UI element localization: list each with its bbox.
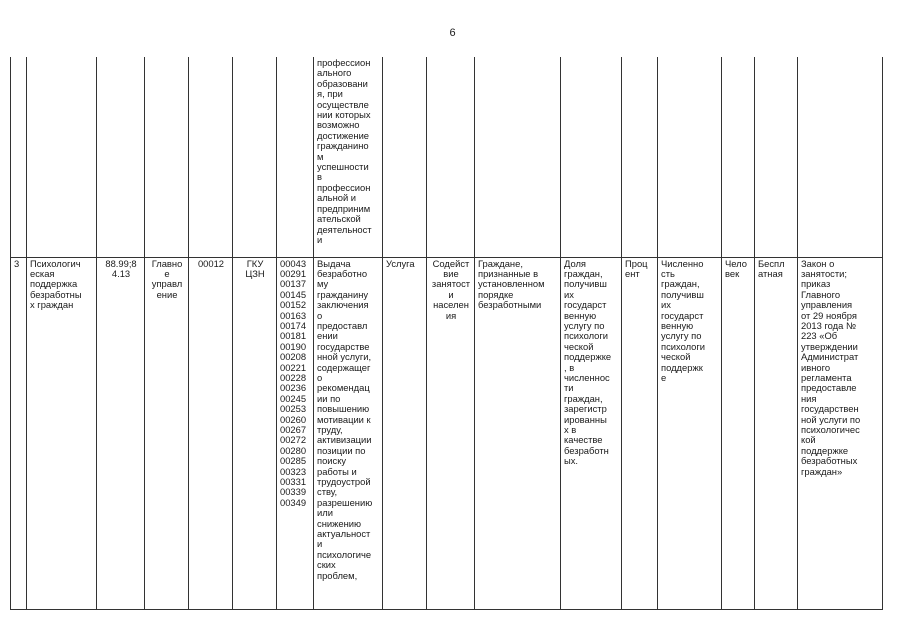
cell-number <box>11 257 27 610</box>
cell-okved-blank <box>97 57 145 257</box>
cell-provider <box>233 257 277 610</box>
cell-volume-unit <box>722 257 755 610</box>
cell-okved <box>97 257 145 610</box>
provider-name: ГКУ ЦЗН <box>245 257 265 279</box>
cell-service-type <box>383 257 427 610</box>
volume-indicator: Численно сть граждан, получивш их государст венную услугу по психологи ческой поддержк е <box>661 257 706 383</box>
cell-payment-blank <box>755 57 798 257</box>
cell-recipients <box>475 257 561 610</box>
cell-authority <box>145 257 189 610</box>
cell-institution-codes <box>277 257 314 610</box>
quality-unit: Проц ент <box>625 257 648 279</box>
cell-name-blank <box>27 57 97 257</box>
cell-quality-unit <box>622 257 658 610</box>
cell-volume-indicator-blank <box>658 57 722 257</box>
volume-unit: Чело век <box>725 257 747 279</box>
authority-code: 00012 <box>197 257 225 269</box>
cell-number-blank <box>11 57 27 257</box>
service-name: Психологич еская поддержка безработны х граждан <box>30 257 82 311</box>
cell-type-blank <box>383 57 427 257</box>
cell-authority-code-blank <box>189 57 233 257</box>
cell-service-name <box>27 257 97 610</box>
service-recipients: Граждане, признанные в установленном порядке безработными <box>478 257 545 311</box>
cell-sphere <box>427 257 475 610</box>
okved-codes: 88.99;8 4.13 <box>105 257 137 279</box>
cell-content-continued <box>314 57 383 257</box>
legal-basis: Закон о занятости; приказ Главного управления от 29 ноября 2013 года № 223 «Об утверждении Администрат ивного регламента предоставле ния государствен ной услуги по психологичес кой поддержке безработных граждан» <box>801 257 861 477</box>
cell-volume-unit-blank <box>722 57 755 257</box>
cell-legal-basis <box>798 257 883 610</box>
table-row-continued <box>11 57 883 257</box>
cell-recipients-blank <box>475 57 561 257</box>
services-register-table <box>10 57 883 610</box>
content-continued-text: профессион ального образовани я, при осуществле нии которых возможно достижение гражданино м успешности в профессион альной и предприним ательской деятельност и <box>317 57 372 245</box>
cell-quality-indicator <box>561 257 622 610</box>
service-type: Услуга <box>386 257 415 269</box>
cell-payment <box>755 257 798 610</box>
cell-quality-unit-blank <box>622 57 658 257</box>
cell-service-content <box>314 257 383 610</box>
institution-codes-list: 00043 00291 00137 00145 00152 00163 00174 00181 00190 00208 00221 00228 00236 00245 00253 00260 00267 00272 00280 00285 00323 00331 00339 00349 <box>280 257 307 508</box>
cell-quality-indicator-blank <box>561 57 622 257</box>
cell-authority-code <box>189 257 233 610</box>
cell-provider-blank <box>233 57 277 257</box>
cell-volume-indicator <box>658 257 722 610</box>
cell-legal-basis-blank <box>798 57 883 257</box>
quality-indicator: Доля граждан, получивш их государст венную услугу по психологи ческой поддержке , в численнос ти граждан, зарегистр ированны х в качестве безработн ых. <box>564 257 612 467</box>
cell-codes-blank <box>277 57 314 257</box>
cell-authority-blank <box>145 57 189 257</box>
cell-sphere-blank <box>427 57 475 257</box>
authority-name: Главно е управл ение <box>151 257 183 300</box>
table-row-service-3 <box>11 257 883 610</box>
service-sphere: Содейст вие занятост и населен ия <box>431 257 471 321</box>
row-number: 3 <box>14 257 20 269</box>
page-number: 6 <box>449 27 456 39</box>
service-content: Выдача безработно му гражданину заключения о предоставл ении государстве нной услуги, содержащег о рекомендац ии по повышению мотивации к труду, активизации позиции по поиску работы и трудоустрой ству, разрешению или снижению актуальност и психологиче ских проблем, <box>317 257 373 581</box>
payment-type: Беспл атная <box>758 257 785 279</box>
